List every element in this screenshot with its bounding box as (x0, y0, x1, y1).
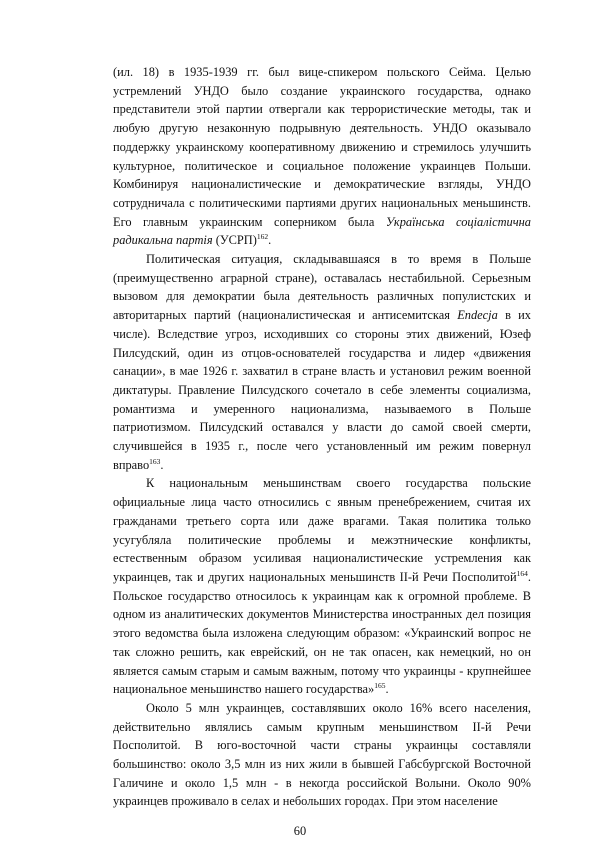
text-run: . (385, 682, 389, 697)
italic-text: Endecja (457, 308, 498, 323)
footnote-ref: 164 (516, 568, 528, 578)
paragraph (113, 63, 531, 250)
text-run: . (268, 233, 272, 248)
footnote-ref: 163 (149, 456, 161, 466)
document-body (113, 63, 531, 811)
text-run: . Польское государство относилось к украинцам как к огромной проблеме. В одном из аналитических документов Министерства иностранных дел позиция этого ведомства была изложена следующим образом: «Украинский вопрос не так сложно решить, как еврейский, он не так опасен, как немецкий, но он является самым старым и самым важным, потому что украинцы - крупнейшее национальное меньшинство нашего государства» (113, 569, 531, 697)
footnote-ref: 162 (256, 232, 269, 242)
text-run: К национальным меньшинствам своего государства польские официальные лица часто относились с явным пренебрежением, считая их гражданами третьего сорта или даже врагами. Такая политика только усугубляла политические проблемы и межэтнические конфликты, естественным образом усиливая националистические устремления как украинцев, так и других национальных меньшинств II-й Речи Посполитой (113, 476, 531, 584)
paragraph (113, 250, 531, 474)
paragraph (113, 474, 531, 698)
text-run: (УСРП) (212, 233, 257, 248)
text-run: . (160, 457, 164, 472)
text-run: в их числе). Вследствие угроз, исходивших со стороны этих движений, Юзеф Пилсудский, один из отцов-основателей государства и лидер «движения санации», в мае 1926 г. захватил в стране власть и установил режим военной диктатуры. Правление Пилсудского сочетало в себе элементы социализма, романтизма и умеренного национализма, называемого в Польше патриотизмом. Пилсудский оставался у власти до самой своей смерти, случившейся в 1935 г., после чего установленный им режим повернул вправо (113, 308, 531, 472)
footnote-ref: 165 (374, 681, 386, 691)
page-number: 60 (293, 824, 307, 838)
text-run: Политическая ситуация, складывавшаяся в то время в Польше (преимущественно аграрной стране), оставалась нестабильной. Серьезным вызовом для демократии была деятельность различных популистских и авторитарных партий (националистическая и антисемитская (113, 252, 531, 323)
paragraph (113, 699, 531, 811)
italic-text: Українська соціалістична радикальна партія (113, 214, 531, 248)
text-run: Около 5 млн украинцев, составлявших около 16% всего населения, действительно являлись самым крупным меньшинством II-й Речи Посполитой. В юго-восточной части страны украинцы составляли большинство: около 3,5 млн из них жили в бывшей Габсбургской Восточной Галичине и около 1,5 млн - в некогда российской Волыни. Около 90% украинцев проживало в селах и небольших городах. При этом население (113, 700, 531, 809)
text-run: (ил. 18) в 1935-1939 гг. был вице-спикером польского Сейма. Целью устремлений УНДО было создание украинского государства, однако представители этой партии отвергали как террористические методы, так и любую другую незаконную подрывную деятельность. УНДО оказывало поддержку украинскому кооперативному движению и стремилось улучшить культурное, политическое и социальное положение украинцев Польши. Комбинируя националистические и демократические взгляды, УНДО сотрудничала с политическими партиями других национальных меньшинств. Его главным украинским соперником была (113, 65, 531, 229)
